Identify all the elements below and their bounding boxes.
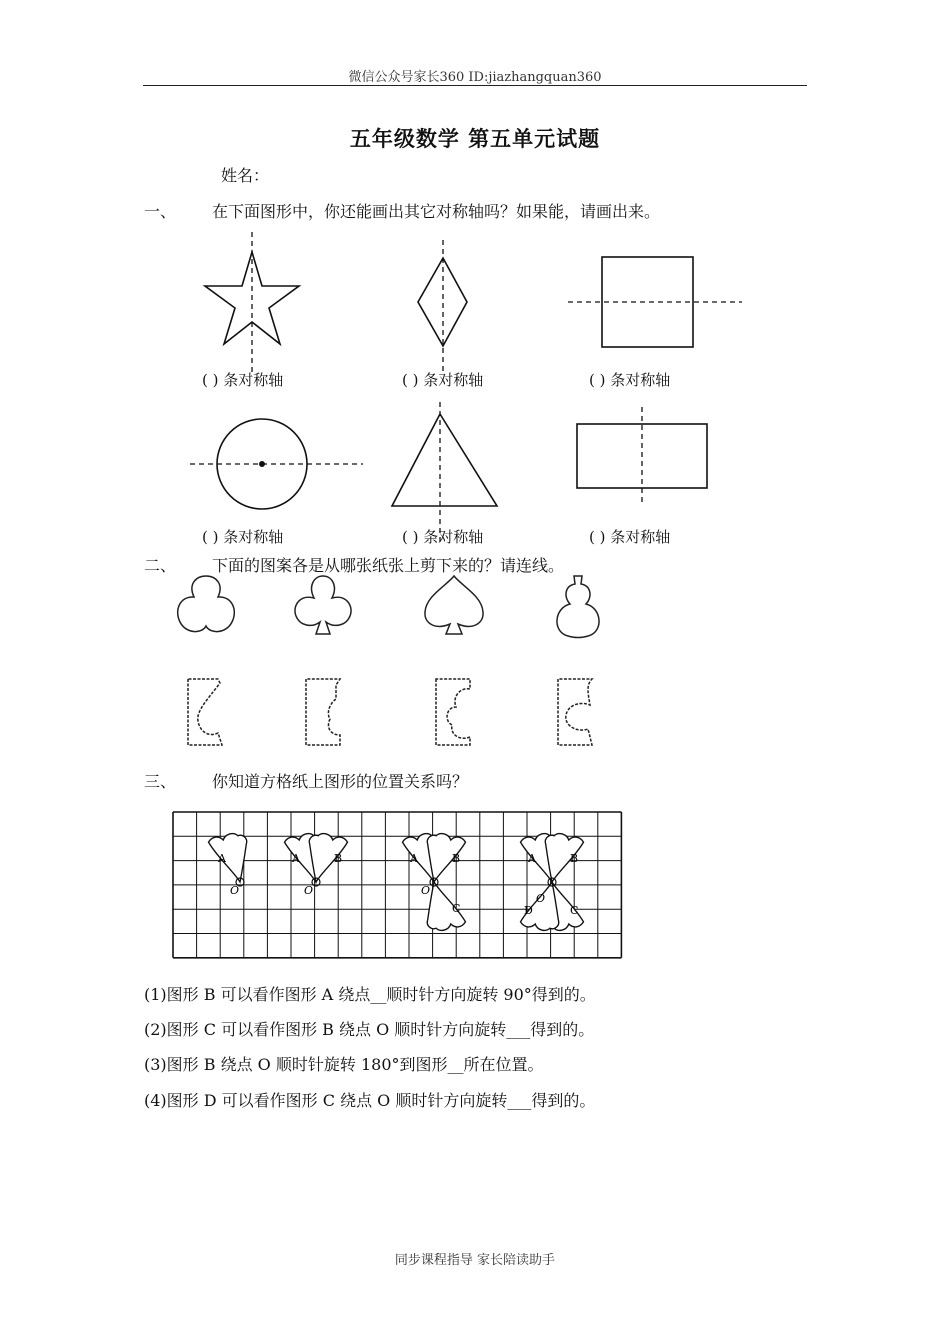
label-b: B bbox=[570, 852, 579, 865]
section1-instruction: 在下面图形中，你还能画出其它对称轴吗？如果能，请画出来。 bbox=[212, 202, 661, 221]
folded-paper-4 bbox=[552, 673, 602, 753]
square-figure bbox=[565, 250, 745, 355]
label-o: O bbox=[536, 892, 546, 905]
page-header: 微信公众号家长360 ID:jiazhangquan360 bbox=[348, 70, 602, 85]
pattern-spade bbox=[420, 572, 488, 638]
page-footer: 同步课程指导 家长陪读助手 bbox=[394, 1253, 556, 1268]
label-a: A bbox=[410, 852, 418, 865]
section3-instruction: 你知道方格纸上图形的位置关系吗？ bbox=[212, 772, 469, 791]
label-a: A bbox=[528, 852, 536, 865]
star-figure bbox=[200, 230, 310, 380]
petal-a bbox=[209, 834, 247, 882]
label-b: B bbox=[452, 852, 461, 865]
section1-number: 一、 bbox=[144, 202, 177, 221]
question-1: (1)图形 B 可以看作图形 A 绕点__顺时针方向旋转 90°得到的。 bbox=[144, 985, 596, 1004]
label-o: O bbox=[304, 884, 314, 897]
axis-count-blank-square[interactable]: ( ) 条对称轴 bbox=[589, 371, 671, 389]
section2-number: 二、 bbox=[144, 556, 177, 575]
rhombus-figure bbox=[405, 230, 485, 380]
axis-count-blank-circle[interactable]: ( ) 条对称轴 bbox=[202, 528, 284, 546]
label-o: O bbox=[230, 884, 240, 897]
label-b: B bbox=[334, 852, 343, 865]
label-c: C bbox=[570, 904, 579, 917]
label-o: O bbox=[421, 884, 431, 897]
pattern-gourd bbox=[548, 572, 608, 640]
axis-count-blank-rhombus[interactable]: ( ) 条对称轴 bbox=[402, 371, 484, 389]
label-d: D bbox=[524, 904, 533, 917]
question-3: (3)图形 B 绕点 O 顺时针旋转 180°到图形__所在位置。 bbox=[144, 1055, 544, 1074]
question-4: (4)图形 D 可以看作图形 C 绕点 O 顺时针方向旋转___得到的。 bbox=[144, 1091, 596, 1110]
label-a: A bbox=[218, 852, 226, 865]
circle-figure bbox=[188, 415, 368, 515]
folded-paper-1 bbox=[182, 673, 232, 753]
rectangle-figure bbox=[572, 405, 712, 515]
triangle-shape bbox=[392, 414, 497, 506]
label-a: A bbox=[292, 852, 300, 865]
axis-count-blank-triangle[interactable]: ( ) 条对称轴 bbox=[402, 528, 484, 546]
label-c: C bbox=[452, 902, 461, 915]
header-rule bbox=[143, 85, 807, 86]
folded-paper-3 bbox=[430, 673, 480, 753]
folded-paper-2 bbox=[302, 673, 352, 753]
pattern-club bbox=[290, 572, 356, 638]
grid-figure-1 bbox=[209, 834, 247, 897]
question-2: (2)图形 C 可以看作图形 B 绕点 O 顺时针方向旋转___得到的。 bbox=[144, 1020, 595, 1039]
axis-count-blank-rectangle[interactable]: ( ) 条对称轴 bbox=[589, 528, 671, 546]
page-title: 五年级数学 第五单元试题 bbox=[349, 126, 601, 151]
section2-instruction: 下面的图案各是从哪张纸张上剪下来的？请连线。 bbox=[212, 556, 565, 575]
rotation-grid-figure bbox=[170, 810, 630, 962]
name-label: 姓名： bbox=[221, 166, 270, 185]
axis-count-blank-star[interactable]: ( ) 条对称轴 bbox=[202, 371, 284, 389]
pattern-trefoil bbox=[172, 572, 244, 638]
section3-number: 三、 bbox=[144, 772, 177, 791]
